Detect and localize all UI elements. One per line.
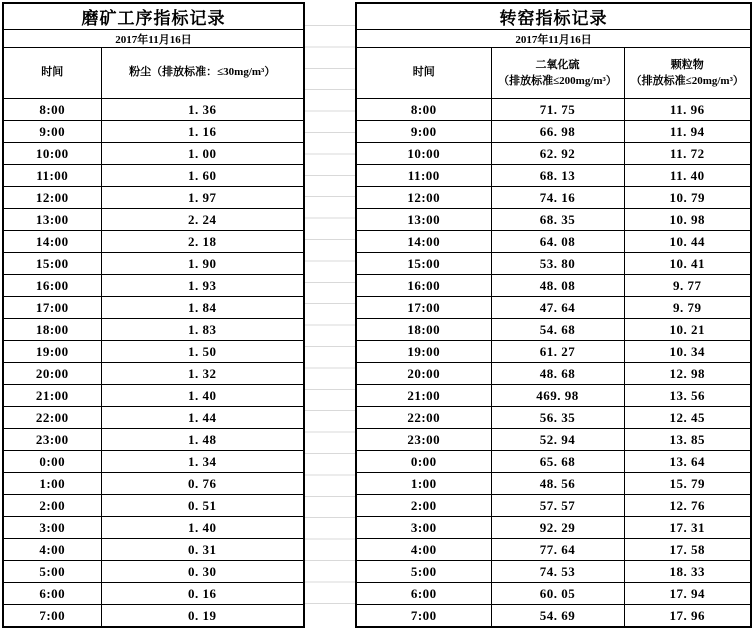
table-row [3,385,304,407]
particulate-header-standard: （排放标准≤20mg/m³） [630,75,744,87]
dust-value-cell: 0. 51 [101,495,304,517]
kiln-title-row [356,3,751,30]
time-cell: 13:00 [356,209,491,231]
particulate-value-cell: 17. 31 [624,517,751,539]
so2-value-cell: 71. 75 [491,99,624,121]
table-row [3,187,304,209]
table-row [356,121,751,143]
kiln-table [355,2,752,628]
table-row [3,561,304,583]
grinding-header-row [3,48,304,99]
table-row [356,341,751,363]
particulate-value-cell: 17. 58 [624,539,751,561]
table-row [356,495,751,517]
so2-value-cell: 74. 16 [491,187,624,209]
table-row [3,165,304,187]
time-cell: 4:00 [356,539,491,561]
dust-value-cell: 1. 93 [101,275,304,297]
table-row [3,231,304,253]
grinding-table [2,2,305,628]
table-row [3,297,304,319]
so2-value-cell: 68. 13 [491,165,624,187]
table-row [356,165,751,187]
particulate-value-cell: 10. 34 [624,341,751,363]
kiln-table-body [356,99,751,628]
particulate-value-cell: 10. 98 [624,209,751,231]
table-row [3,473,304,495]
table-row [356,429,751,451]
time-cell: 12:00 [356,187,491,209]
particulate-value-cell: 12. 98 [624,363,751,385]
time-cell: 8:00 [3,99,101,121]
particulate-value-cell: 9. 77 [624,275,751,297]
dust-value-cell: 1. 44 [101,407,304,429]
particulate-header-name: 颗粒物 [670,58,704,71]
time-cell: 10:00 [3,143,101,165]
time-cell: 3:00 [356,517,491,539]
time-cell: 22:00 [356,407,491,429]
time-cell: 14:00 [356,231,491,253]
time-cell: 12:00 [3,187,101,209]
time-cell: 18:00 [356,319,491,341]
time-cell: 0:00 [356,451,491,473]
dust-value-cell: 1. 83 [101,319,304,341]
particulate-value-cell: 13. 56 [624,385,751,407]
table-row [356,605,751,628]
dust-value-cell: 1. 36 [101,99,304,121]
table-row [3,539,304,561]
so2-value-cell: 48. 68 [491,363,624,385]
table-row [356,363,751,385]
table-row [3,99,304,121]
dust-value-cell: 0. 76 [101,473,304,495]
dust-value-cell: 1. 97 [101,187,304,209]
time-cell: 1:00 [3,473,101,495]
table-row [3,143,304,165]
table-row [356,275,751,297]
so2-value-cell: 60. 05 [491,583,624,605]
time-cell: 3:00 [3,517,101,539]
time-cell: 21:00 [3,385,101,407]
table-row [356,385,751,407]
dust-value-cell: 1. 16 [101,121,304,143]
particulate-value-cell: 10. 79 [624,187,751,209]
kiln-header-row [356,48,751,99]
table-row [356,99,751,121]
grinding-table-date: 2017年11月16日 [3,30,304,48]
so2-value-cell: 52. 94 [491,429,624,451]
table-row [356,209,751,231]
time-cell: 2:00 [356,495,491,517]
kiln-col-header-particulate [624,48,751,99]
particulate-value-cell: 17. 96 [624,605,751,628]
so2-value-cell: 54. 68 [491,319,624,341]
particulate-value-cell: 13. 85 [624,429,751,451]
so2-value-cell: 48. 56 [491,473,624,495]
table-row [356,187,751,209]
table-row [3,121,304,143]
time-cell: 6:00 [356,583,491,605]
table-row [356,473,751,495]
time-cell: 13:00 [3,209,101,231]
time-cell: 8:00 [356,99,491,121]
so2-header-name: 二氧化硫 [535,58,580,71]
so2-header-standard: （排放标准≤200mg/m³） [498,75,617,87]
time-cell: 14:00 [3,231,101,253]
dust-value-cell: 2. 18 [101,231,304,253]
time-cell: 7:00 [3,605,101,628]
dust-value-cell: 1. 50 [101,341,304,363]
table-row [3,275,304,297]
table-row [3,517,304,539]
table-row [3,605,304,628]
so2-value-cell: 77. 64 [491,539,624,561]
time-cell: 16:00 [3,275,101,297]
table-row [3,429,304,451]
table-row [356,561,751,583]
table-row [356,583,751,605]
table-row [3,319,304,341]
time-cell: 5:00 [356,561,491,583]
so2-value-cell: 65. 68 [491,451,624,473]
so2-value-cell: 47. 64 [491,297,624,319]
time-cell: 19:00 [3,341,101,363]
time-cell: 17:00 [356,297,491,319]
dust-value-cell: 1. 60 [101,165,304,187]
table-row [356,253,751,275]
dust-value-cell: 1. 48 [101,429,304,451]
time-cell: 15:00 [356,253,491,275]
time-cell: 2:00 [3,495,101,517]
table-row [356,231,751,253]
time-cell: 10:00 [356,143,491,165]
time-cell: 5:00 [3,561,101,583]
table-row [356,143,751,165]
grinding-title-row [3,3,304,30]
grinding-date-row [3,30,304,48]
time-cell: 23:00 [356,429,491,451]
so2-value-cell: 68. 35 [491,209,624,231]
so2-value-cell: 61. 27 [491,341,624,363]
dust-value-cell: 1. 40 [101,517,304,539]
so2-value-cell: 64. 08 [491,231,624,253]
particulate-value-cell: 11. 94 [624,121,751,143]
so2-value-cell: 54. 69 [491,605,624,628]
so2-value-cell: 74. 53 [491,561,624,583]
dust-value-cell: 0. 19 [101,605,304,628]
table-row [3,495,304,517]
time-cell: 17:00 [3,297,101,319]
so2-value-cell: 53. 80 [491,253,624,275]
time-cell: 0:00 [3,451,101,473]
particulate-value-cell: 11. 72 [624,143,751,165]
table-row [3,341,304,363]
dust-value-cell: 1. 40 [101,385,304,407]
dust-value-cell: 0. 16 [101,583,304,605]
kiln-date-row [356,30,751,48]
particulate-value-cell: 9. 79 [624,297,751,319]
table-row [356,517,751,539]
time-cell: 11:00 [3,165,101,187]
particulate-value-cell: 11. 96 [624,99,751,121]
particulate-value-cell: 17. 94 [624,583,751,605]
table-row [356,451,751,473]
dust-value-cell: 1. 84 [101,297,304,319]
dust-value-cell: 0. 30 [101,561,304,583]
table-row [3,583,304,605]
time-cell: 7:00 [356,605,491,628]
particulate-value-cell: 12. 76 [624,495,751,517]
time-cell: 11:00 [356,165,491,187]
dust-value-cell: 1. 00 [101,143,304,165]
particulate-value-cell: 10. 44 [624,231,751,253]
table-row [356,297,751,319]
table-row [356,539,751,561]
time-cell: 6:00 [3,583,101,605]
table-row [356,319,751,341]
grinding-col-header-time: 时间 [3,48,101,99]
table-row [356,407,751,429]
dust-value-cell: 2. 24 [101,209,304,231]
kiln-col-header-time: 时间 [356,48,491,99]
grinding-table-body [3,99,304,628]
time-cell: 9:00 [3,121,101,143]
time-cell: 16:00 [356,275,491,297]
dust-value-cell: 1. 90 [101,253,304,275]
so2-value-cell: 57. 57 [491,495,624,517]
time-cell: 23:00 [3,429,101,451]
spreadsheet-gridlines [303,25,356,604]
table-row [3,407,304,429]
kiln-col-header-so2 [491,48,624,99]
table-row [3,451,304,473]
time-cell: 20:00 [3,363,101,385]
time-cell: 21:00 [356,385,491,407]
time-cell: 20:00 [356,363,491,385]
particulate-value-cell: 13. 64 [624,451,751,473]
so2-value-cell: 62. 92 [491,143,624,165]
dust-value-cell: 0. 31 [101,539,304,561]
particulate-value-cell: 10. 41 [624,253,751,275]
dust-value-cell: 1. 34 [101,451,304,473]
so2-value-cell: 48. 08 [491,275,624,297]
time-cell: 15:00 [3,253,101,275]
particulate-value-cell: 15. 79 [624,473,751,495]
table-row [3,253,304,275]
dust-value-cell: 1. 32 [101,363,304,385]
so2-value-cell: 469. 98 [491,385,624,407]
time-cell: 9:00 [356,121,491,143]
table-row [3,209,304,231]
particulate-value-cell: 18. 33 [624,561,751,583]
particulate-value-cell: 12. 45 [624,407,751,429]
kiln-table-date: 2017年11月16日 [356,30,751,48]
particulate-value-cell: 11. 40 [624,165,751,187]
grinding-col-header-dust: 粉尘（排放标准：≤30mg/m³） [101,48,304,99]
table-row [3,363,304,385]
kiln-table-title: 转窑指标记录 [356,3,751,30]
so2-value-cell: 56. 35 [491,407,624,429]
particulate-value-cell: 10. 21 [624,319,751,341]
time-cell: 18:00 [3,319,101,341]
time-cell: 22:00 [3,407,101,429]
time-cell: 1:00 [356,473,491,495]
time-cell: 19:00 [356,341,491,363]
time-cell: 4:00 [3,539,101,561]
so2-value-cell: 66. 98 [491,121,624,143]
grinding-table-title: 磨矿工序指标记录 [3,3,304,30]
so2-value-cell: 92. 29 [491,517,624,539]
